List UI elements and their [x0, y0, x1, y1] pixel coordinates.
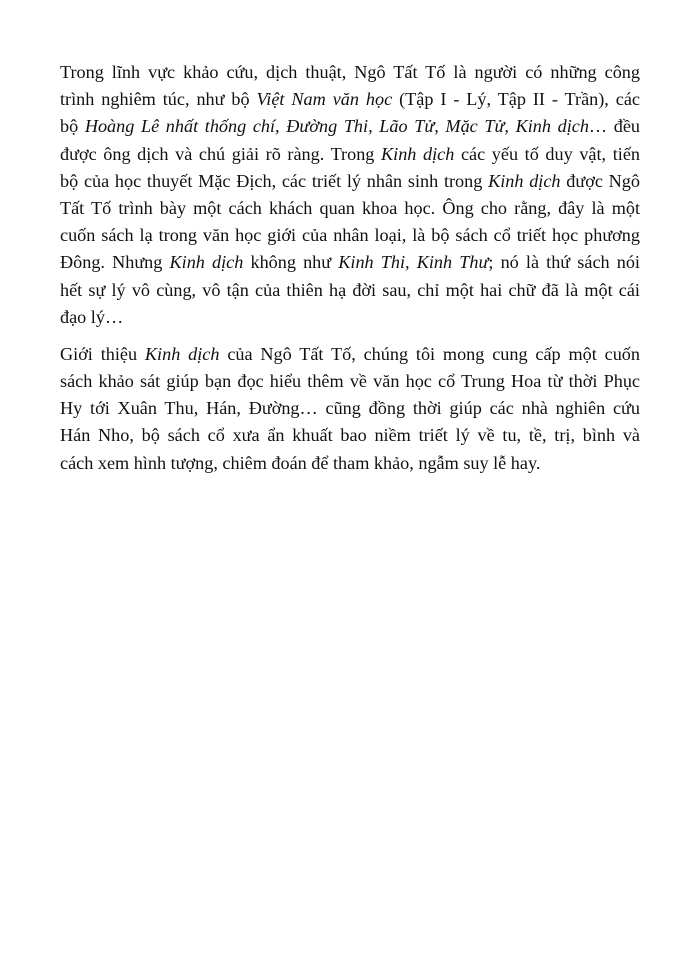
italic-title-text: Hoàng Lê nhất thống chí, Đường Thi, Lão Tử, Mặc Tử, Kinh dịch — [84, 116, 589, 137]
text-line — [60, 277, 640, 304]
body-text: sách khảo sát giúp bạn đọc hiểu thêm về văn học cổ Trung Hoa từ thời Phục — [60, 371, 640, 392]
body-text: trình nghiêm túc, như bộ — [60, 89, 257, 110]
body-text: được Ngô — [560, 170, 640, 191]
text-line — [60, 450, 640, 477]
text-line — [60, 341, 640, 368]
italic-title-text: Việt Nam văn học — [256, 89, 393, 110]
text-line — [60, 59, 640, 86]
body-text: Hy tới Xuân Thu, Hán, Đường… cũng đồng thời giúp các nhà nghiên cứu — [60, 398, 640, 419]
text-line — [60, 113, 640, 140]
paragraph — [60, 341, 640, 477]
body-text: của Ngô Tất Tố, chúng tôi mong cung cấp một cuốn — [219, 343, 640, 364]
body-text: Đông. Nhưng — [60, 252, 170, 273]
text-line — [60, 249, 640, 276]
italic-title-text: Kinh dịch — [488, 170, 561, 191]
text-line — [60, 222, 640, 249]
text-line — [60, 168, 640, 195]
body-text: Giới thiệu — [60, 343, 145, 364]
body-text: được ông dịch và chú giải rõ ràng. Trong — [60, 143, 382, 164]
italic-title-text: Kinh Thi, Kinh Thư — [338, 252, 489, 273]
body-text: Trong lĩnh vực khảo cứu, dịch thuật, Ngô Tất Tố là người có những công — [60, 62, 640, 82]
italic-title-text: Kinh dịch — [144, 343, 220, 364]
body-text: bộ — [60, 116, 85, 137]
text-line — [60, 422, 640, 449]
body-text: các yếu tố duy vật, tiến — [454, 143, 640, 164]
paragraph — [60, 59, 640, 331]
body-text: không như — [243, 252, 339, 273]
body-text: bộ của học thuyết Mặc Địch, các triết lý nhân sinh trong — [60, 170, 489, 191]
body-text: cuốn sách lạ trong văn học giới của nhân loại, là bộ sách cổ triết học phương — [60, 225, 640, 246]
text-line — [60, 195, 640, 222]
body-text: ; nó là thứ sách nói — [488, 252, 640, 273]
body-text: Tất Tố trình bày một cách khách quan khoa học. Ông cho rằng, đây là một — [60, 197, 640, 218]
text-line — [60, 141, 640, 168]
text-line — [60, 395, 640, 422]
body-text: … đều — [588, 116, 641, 137]
body-text: (Tập I - Lý, Tập II - Trần), các — [392, 89, 641, 110]
text-line — [60, 304, 640, 331]
italic-title-text: Kinh dịch — [381, 143, 455, 164]
body-text: Hán Nho, bộ sách cổ xưa ẩn khuất bao niềm triết lý về tu, tề, trị, bình và — [60, 425, 640, 446]
document-page — [60, 59, 640, 487]
body-text: đạo lý… — [60, 306, 124, 327]
body-text: hết sự lý vô cùng, vô tận của thiên hạ đời sau, chỉ một hai chữ đã là một cái — [60, 279, 640, 300]
text-line — [60, 368, 640, 395]
text-line — [60, 86, 640, 113]
body-text: cách xem hình tượng, chiêm đoán để tham khảo, ngẫm suy lễ hay. — [60, 452, 541, 473]
italic-title-text: Kinh dịch — [169, 252, 244, 273]
